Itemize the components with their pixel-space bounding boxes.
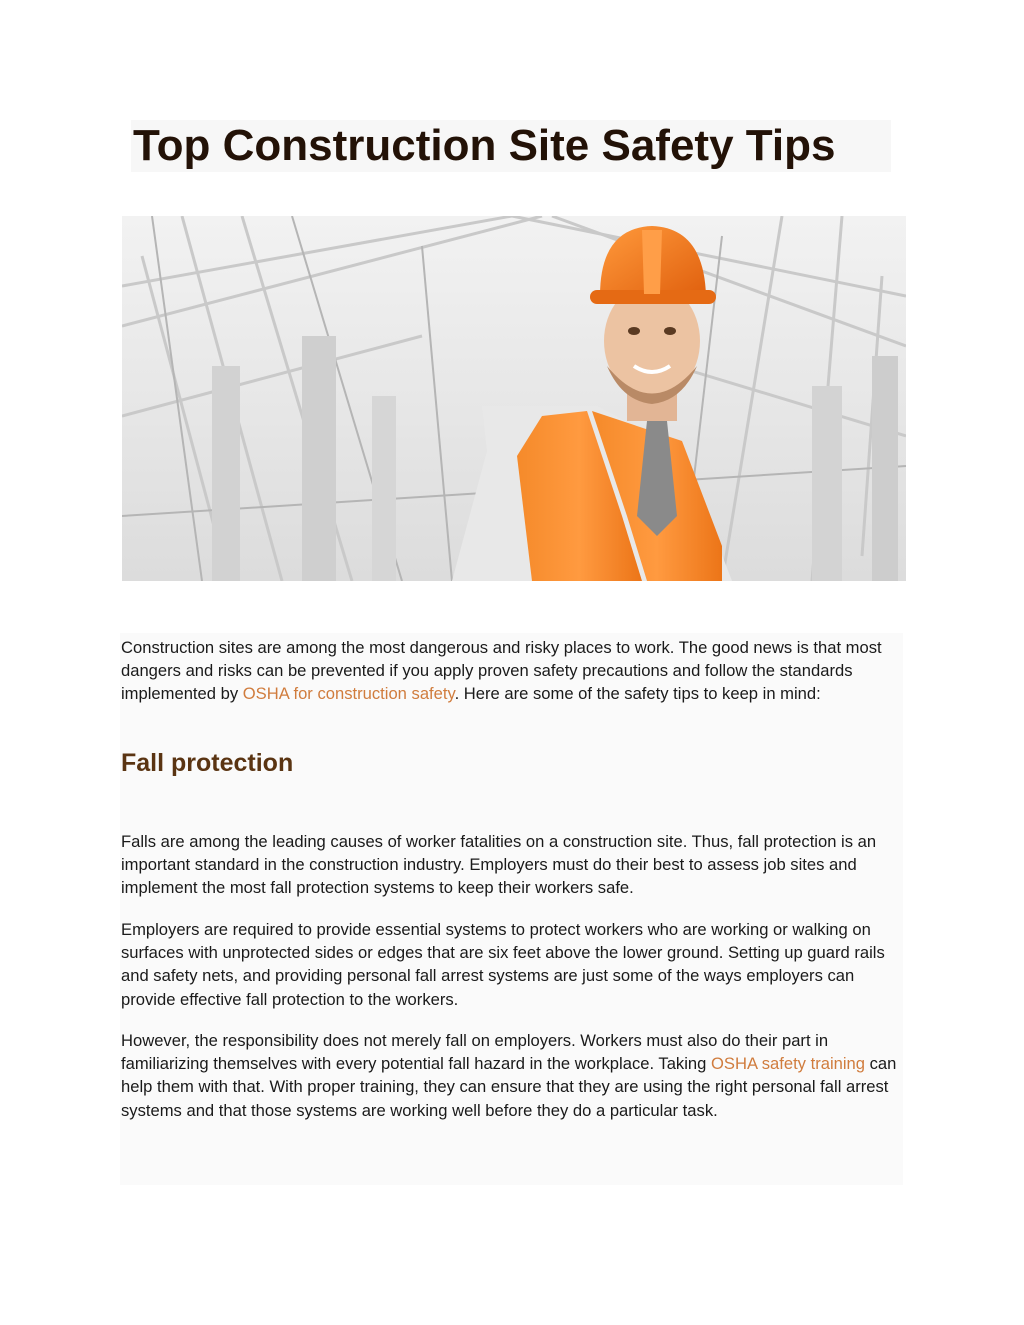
section-paragraph-2: Employers are required to provide essential systems to protect workers who are working or walking on surfaces with unprotected sides or edges that are six feet above the lower ground. Setting up guard rails and safety nets, and providing personal fall arrest systems are just some of the ways employers can provide effective fall protection to the workers. (121, 920, 885, 1009)
osha-construction-safety-link[interactable]: OSHA for construction safety (242, 684, 455, 704)
intro-paragraph: Construction sites are among the most dangerous and risky places to work. The good news is that most dangers and risks can be prevented if you apply proven safety precautions and follow the standards implemented by OSHA for construction safety. Here are some of the safety tips to keep in mind: (121, 638, 882, 704)
hero-image (122, 216, 906, 581)
section-heading: Fall protection (121, 749, 294, 777)
construction-worker-photo-icon (122, 216, 906, 581)
section-paragraph-1: Falls are among the leading causes of worker fatalities on a construction site. Thus, fall protection is an important standard in the construction industry. Employers must do their best to assess job sites and implement the most fall protection systems to keep their workers safe. (121, 832, 877, 898)
osha-safety-training-link[interactable]: OSHA safety training (710, 1054, 866, 1074)
page-title: Top Construction Site Safety Tips (133, 121, 836, 170)
section-paragraph-3: However, the responsibility does not merely fall on employers. Workers must also do their part in familiarizing themselves with every potential fall hazard in the workplace. Taking OSHA safety training can help them with that. With proper training, they can ensure that they are using the right personal fall arrest systems and that those systems are working well before they do a particular task. (121, 1031, 897, 1120)
